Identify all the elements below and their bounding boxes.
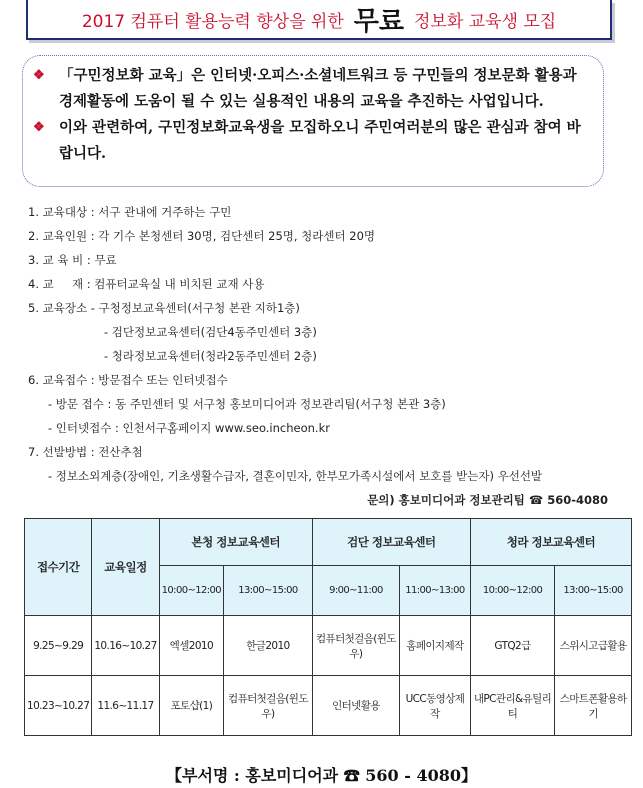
- info-contact: 문의) 홍보미디어과 정보관리팀 ☎ 560-4080: [367, 493, 608, 507]
- row-period: 10.23~10.27: [25, 676, 92, 736]
- title-banner: [26, 0, 612, 40]
- info-fee: 3. 교 육 비 : 무료: [28, 253, 117, 267]
- intro-box: [22, 55, 604, 187]
- info-place: 5. 교육장소 - 구청정보교육센터(서구청 본관 지하1층): [28, 301, 300, 315]
- course-cell: 컴퓨터첫걸음(윈도우): [312, 616, 399, 676]
- header-center-cheongna: 청라 정보교육센터: [470, 519, 631, 566]
- course-cell: 한글2010: [224, 616, 313, 676]
- course-cell: UCC동영상제작: [400, 676, 471, 736]
- time-slot: 10:00~12:00: [470, 566, 554, 616]
- footer-department: 【부서명 : 홍보미디어과 ☎ 560 - 4080】: [165, 766, 477, 785]
- course-cell: 스위시고급활용: [555, 616, 632, 676]
- time-slot: 9:00~11:00: [312, 566, 399, 616]
- course-cell: 홈페이지제작: [400, 616, 471, 676]
- course-cell: 내PC관리&유틸리티: [470, 676, 554, 736]
- schedule-table: [24, 518, 632, 736]
- title-prefix: 2017 컴퓨터 활용능력 향상을 위한: [81, 11, 344, 32]
- info-target: 1. 교육대상 : 서구 관내에 거주하는 구민: [28, 205, 232, 219]
- course-cell: GTQ2급: [470, 616, 554, 676]
- intro-text: 「구민정보화 교육」은 인터넷·오피스·소셜네트워크 등 구민들의 정보문화 활용과 경제활동에 도움이 될 수 있는 실용적인 내용의 교육을 추진하는 사업입니다.: [59, 67, 577, 110]
- info-quota: 2. 교육인원 : 각 기수 본청센터 30명, 검단센터 25명, 청라센터 20명: [28, 229, 376, 243]
- info-select-note: - 정보소외계층(장애인, 기초생활수급자, 결혼이민자, 한부모가족시설에서 보호를 받는자) 우선선발: [48, 469, 543, 483]
- time-slot: 13:00~15:00: [555, 566, 632, 616]
- intro-item: [33, 115, 591, 167]
- table-row: [25, 616, 632, 676]
- time-slot: 11:00~13:00: [400, 566, 471, 616]
- info-material: 4. 교 재 : 컴퓨터교육실 내 비치된 교재 사용: [28, 277, 265, 291]
- course-cell: 컴퓨터첫걸음(윈도우): [224, 676, 313, 736]
- course-cell: 포토샵(1): [159, 676, 223, 736]
- diamond-bullet-icon: ❖: [33, 120, 45, 135]
- info-place-3: - 청라정보교육센터(청라2동주민센터 2층): [104, 349, 317, 363]
- course-cell: 인터넷활용: [312, 676, 399, 736]
- time-slot: 13:00~15:00: [224, 566, 313, 616]
- course-cell: 스마트폰활용하기: [555, 676, 632, 736]
- intro-text: 이와 관련하여, 구민정보화교육생을 모집하오니 주민여러분의 많은 관심과 참여 바랍니다.: [59, 119, 581, 162]
- header-center-geomdan: 검단 정보교육센터: [312, 519, 470, 566]
- info-apply: 6. 교육접수 : 방문접수 또는 인터넷접수: [28, 373, 228, 387]
- course-cell: 엑셀2010: [159, 616, 223, 676]
- info-select: 7. 선발방법 : 전산추첨: [28, 445, 143, 459]
- info-list: [28, 200, 618, 512]
- row-schedule: 11.6~11.17: [92, 676, 159, 736]
- title-highlight: 무료: [353, 6, 404, 37]
- table-row: [25, 676, 632, 736]
- row-schedule: 10.16~10.27: [92, 616, 159, 676]
- diamond-bullet-icon: ❖: [33, 68, 45, 83]
- intro-item: [33, 63, 591, 115]
- info-apply-visit: - 방문 접수 : 동 주민센터 및 서구청 홍보미디어과 정보관리팀(서구청 본관 3층): [48, 397, 446, 411]
- header-period: 접수기간: [25, 519, 92, 616]
- info-apply-web: - 인터넷접수 : 인천서구홈페이지 www.seo.incheon.kr: [48, 421, 330, 435]
- header-schedule: 교육일정: [92, 519, 159, 616]
- time-slot: 10:00~12:00: [159, 566, 223, 616]
- row-period: 9.25~9.29: [25, 616, 92, 676]
- header-center-main: 본청 정보교육센터: [159, 519, 312, 566]
- title-suffix: 정보화 교육생 모집: [414, 11, 557, 32]
- info-place-2: - 검단정보교육센터(검단4동주민센터 3층): [104, 325, 317, 339]
- table-header-row: [25, 519, 632, 566]
